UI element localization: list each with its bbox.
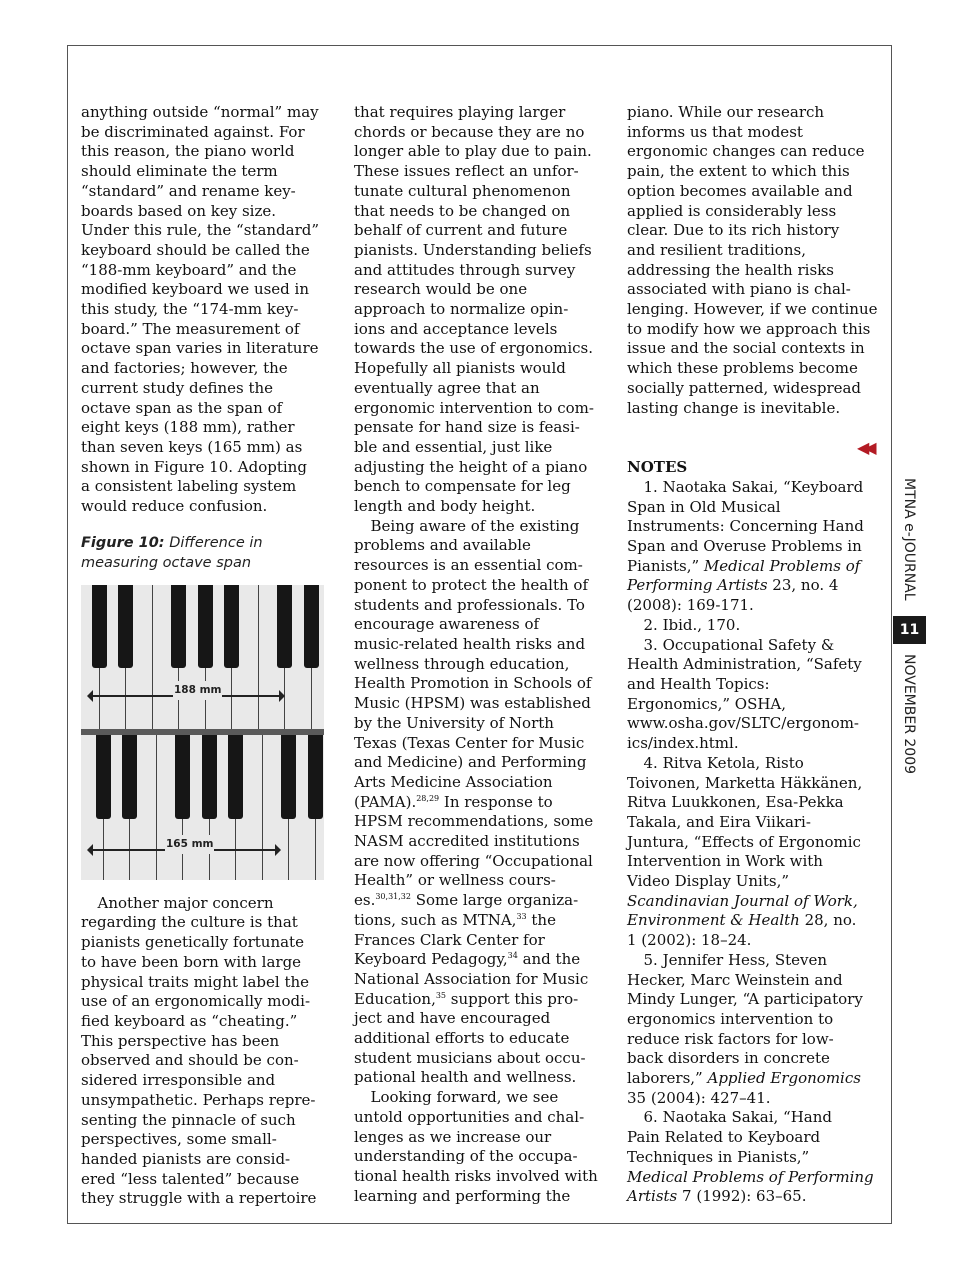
footnote-ref: 34 <box>507 951 518 961</box>
issue-date: NOVEMBER 2009 <box>901 654 917 775</box>
body-paragraph: that requires playing larger chords or because they are no longer able to play due to pain. These issues reflect an unfor- tunate cultural phenomenon that needs to be changed on behalf of current and future pianists. Understanding beliefs and attitudes through survey research would be one approach to normalize opin- ions and acceptance levels towards the use of ergonomics. Hopefully all pianists would eventually agree that an ergonomic intervention to com- pensate for hand size is feasi- ble and essential, just like adjusting the height of a piano bench to compensate for leg length and body height. <box>354 103 594 516</box>
page-number: 11 <box>893 616 926 644</box>
column-2 <box>354 103 607 1206</box>
text-run: Medical Problems of Performing Artists <box>627 1167 874 1206</box>
footnote-ref: 35 <box>435 990 447 1000</box>
text-run: 35 (2004): 427–41. <box>627 1088 771 1107</box>
keyboard-top <box>81 585 324 729</box>
text-run: 5. Jennifer Hess, Steven Hecker, Marc Weinstein and Mindy Lunger, “A participatory ergonomics intervention to reduce risk factors for low- back disorders in concrete laborers,” <box>627 950 863 1088</box>
keyboard-bottom <box>81 735 324 880</box>
text-run: In response to HPSM recommendations, some NASM accredited institutions are now offering “Occupational Health” or wellness cours- es. <box>354 792 594 910</box>
black-key <box>277 585 292 669</box>
text-run: the Frances Clark Center for Keyboard Pedagogy, <box>354 910 556 969</box>
black-key <box>224 585 239 669</box>
text-run: Being aware of the existing problems and available resources is an essential com- ponent to protect the health of students and professionals. To encourage awareness of music-related health risks and wellness through education, Health Promotion in Schools of Music (HPSM) was established by the University of North Texas (Texas Center for Music and Medicine) and Performing Arts Medicine Association (PAMA). <box>354 516 592 811</box>
text-run: Some large organiza- tions, such as MTNA, <box>354 891 579 929</box>
text-run: 28, no. 1 (2002): 18–24. <box>627 911 857 950</box>
journal-title: MTNA e-JOURNAL <box>901 478 917 601</box>
black-key <box>202 735 217 819</box>
measure-label-165: 165 mm <box>165 835 214 855</box>
black-key <box>198 585 213 669</box>
text-run: Medical Problems of Performing Artists <box>627 556 861 595</box>
black-key <box>228 735 243 819</box>
note-6 <box>627 1108 880 1207</box>
body-paragraph: anything outside “normal” may be discriminated against. For this reason, the piano world should eliminate the term “standard” and rename key- boards based on key size. Under this rule, the “standard” keyboard should be called the “188-mm keyboard” and the modified keyboard we used in this study, the “174-mm key- board.” The measurement of octave span varies in literature and factories; however, the current study defines the octave span as the span of eight keys (188 mm), rather than seven keys (165 mm) as shown in Figure 10. Adopting a consistent labeling system would reduce confusion. <box>81 103 320 516</box>
note-5 <box>627 951 880 1109</box>
text-run: 4. Ritva Ketola, Risto Toivonen, Marketta Häkkänen, Ritva Luukkonen, Esa-Pekka Takala, and Eira Viikari- Juntura, “Effects of Ergonomic Intervention in Work with Video Display Units,” <box>627 753 863 891</box>
black-key <box>171 585 186 669</box>
body-paragraph: Looking forward, we see untold opportunities and chal- lenges as we increase our understanding of the occupa- tional health risks involved with learning and performing the <box>354 1088 598 1205</box>
note-2: 2. Ibid., 170. <box>643 615 741 634</box>
footnote-ref: 30,31,32 <box>375 892 411 902</box>
text-run: Scandinavian Journal of Work, Environment & Health <box>627 891 858 930</box>
black-key <box>118 585 133 669</box>
note-3: 3. Occupational Safety & Health Administration, “Safety and Health Topics: Ergonomics,” OSHA, www.osha.gov/SLTC/ergonom- ics/index.html. <box>627 635 862 753</box>
body-paragraph: piano. While our research informs us that modest ergonomic changes can reduce pain, the extent to which this option becomes available and applied is considerably less clear. Due to its rich history and resilient traditions, addressing the health risks associated with piano is chal- lenging. However, if we continue to modify how we approach this issue and the social contexts in which these problems become socially patterned, widespread lasting change is inevitable. <box>627 103 878 417</box>
keyboard-photo <box>81 585 324 880</box>
footnote-ref: 28,29 <box>416 793 440 803</box>
column-1 <box>81 103 334 1209</box>
black-key <box>175 735 190 819</box>
measure-label-188: 188 mm <box>173 681 222 701</box>
text-run: 1. Naotaka Sakai, “Keyboard Span in Old Musical Instruments: Concerning Hand Span and Overuse Problems in Pianists,” <box>627 477 864 575</box>
note-4 <box>627 754 880 951</box>
note-1 <box>627 478 880 616</box>
text-run: 7 (1992): 63–65. <box>677 1187 807 1206</box>
text-run: support this pro- ject and have encouraged additional efforts to educate student musicians about occu- pational health and wellness. <box>354 989 586 1087</box>
black-key <box>122 735 137 819</box>
body-paragraph <box>354 517 607 1088</box>
text-run: Applied Ergonomics <box>707 1069 861 1088</box>
notes-heading: NOTES <box>627 458 688 477</box>
figure-label: Figure 10: <box>81 534 165 551</box>
figure-caption <box>81 533 334 573</box>
black-key <box>281 735 296 819</box>
text-run: 6. Naotaka Sakai, “Hand Pain Related to Keyboard Techniques in Pianists,” <box>627 1108 832 1166</box>
text-run: and the National Association for Music Education, <box>354 950 589 1008</box>
text-run: 23, no. 4 (2008): 169-171. <box>627 576 839 615</box>
black-key <box>304 585 319 669</box>
black-key <box>92 585 107 669</box>
black-key <box>308 735 323 819</box>
footnote-ref: 33 <box>516 911 527 921</box>
figure-caption-text: Difference in measuring octave span <box>81 534 263 571</box>
black-key <box>96 735 111 819</box>
column-3 <box>627 103 880 1207</box>
body-paragraph: Another major concern regarding the culture is that pianists genetically fortunate to have been born with large physical traits might label the use of an ergonomically modi- fied keyboard as “cheating.” This perspective has been observed and should be con- sidered irresponsible and unsympathetic. Perhaps repre- senting the pinnacle of such perspectives, some small- handed pianists are consid- ered “less talented” because they struggle with a repertoire <box>81 893 317 1208</box>
end-mark-icon: ◀◀ <box>857 438 872 457</box>
